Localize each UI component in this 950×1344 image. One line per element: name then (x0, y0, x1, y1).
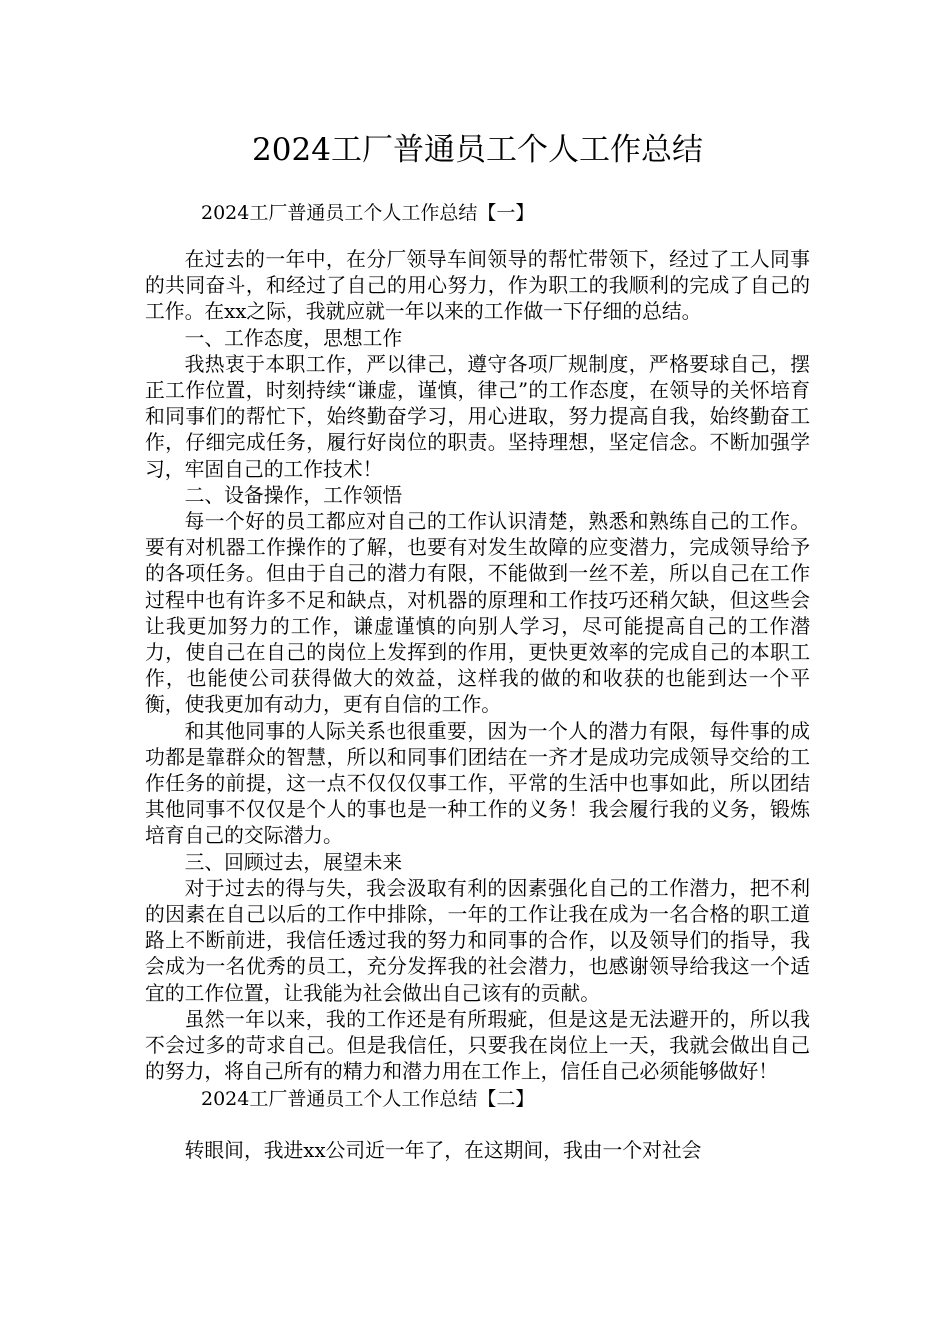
document-body (145, 247, 810, 1164)
paragraph-review: 对于过去的得与失，我会汲取有利的因素强化自己的工作潜力，把不利的因素在自己以后的工作中排除，一年的工作让我在成为一名合格的职工道路上不断前进，我信任透过我的努力和同事的合作，以及领导们的指导，我会成为一名优秀的员工，充分发挥我的社会潜力，也感谢领导给我这一个适宜的工作位置，让我能为社会做出自己该有的贡献。 (145, 876, 810, 1005)
paragraph-closing: 虽然一年以来，我的工作还是有所瑕疵，但是这是无法避开的，所以我不会过多的苛求自己。但是我信任，只要我在岗位上一天，我就会做出自己的努力，将自己所有的精力和潜力用在工作上，信任自己必须能够做好！ (145, 1007, 810, 1084)
paragraph-intro: 在过去的一年中，在分厂领导车间领导的帮忙带领下，经过了工人同事的共同奋斗，和经过了自己的用心努力，作为职工的我顺利的完成了自己的工作。在xx之际，我就应就一年以来的工作做一下仔细的总结。 (145, 248, 810, 324)
paragraph-relationships: 和其他同事的人际关系也很重要，因为一个人的潜力有限，每件事的成功都是靠群众的智慧，所以和同事们团结在一齐才是成功完成领导交给的工作任务的前提，这一点不仅仅仅事工作，平常的生活中也事如此，所以团结其他同事不仅仅是个人的事也是一种工作的义务！我会履行我的义务，锻炼培育自己的交际潜力。 (145, 719, 810, 848)
section-1-heading: 2024工厂普通员工个人工作总结【一】 (201, 202, 535, 224)
paragraph-work-attitude: 我热衷于本职工作，严以律己，遵守各项厂规制度，严格要球自己，摆正工作位置，时刻持续“谦虚，谨慎，律己”的工作态度，在领导的关怀培育和同事们的帮忙下，始终勤奋学习，用心进取，努力提高自我，始终勤奋工作，仔细完成任务，履行好岗位的职责。坚持理想，坚定信念。不断加强学习，牢固自己的工作技术！ (145, 352, 810, 481)
paragraph-section-2: 转眼间，我进xx公司近一年了，在这期间，我由一个对社会 (184, 1138, 702, 1162)
heading-work-attitude: 一、工作态度，思想工作 (184, 326, 403, 350)
section-2-heading: 2024工厂普通员工个人工作总结【二】 (201, 1087, 535, 1110)
document-title: 2024工厂普通员工个人工作总结 (252, 132, 703, 168)
heading-equipment-operation: 二、设备操作，工作领悟 (184, 483, 403, 507)
paragraph-equipment-operation: 每一个好的员工都应对自己的工作认识清楚，熟悉和熟练自己的工作。要有对机器工作操作的了解，也要有对发生故障的应变潜力，完成领导给予的各项任务。但由于自己的潜力有限，不能做到一丝不差，所以自己在工作过程中也有许多不足和缺点，对机器的原理和工作技巧还稍欠缺，但这些会让我更加努力的工作，谦虚谨慎的向别人学习，尽可能提高自己的工作潜力，使自己在自己的岗位上发挥到的作用，更快更效率的完成自己的本职工作，也能使公司获得做大的效益，这样我的做的和收获的也能到达一个平衡，使我更加有动力，更有自信的工作。 (145, 510, 810, 717)
spacer (145, 1112, 810, 1138)
heading-review-outlook: 三、回顾过去，展望未来 (184, 850, 403, 874)
